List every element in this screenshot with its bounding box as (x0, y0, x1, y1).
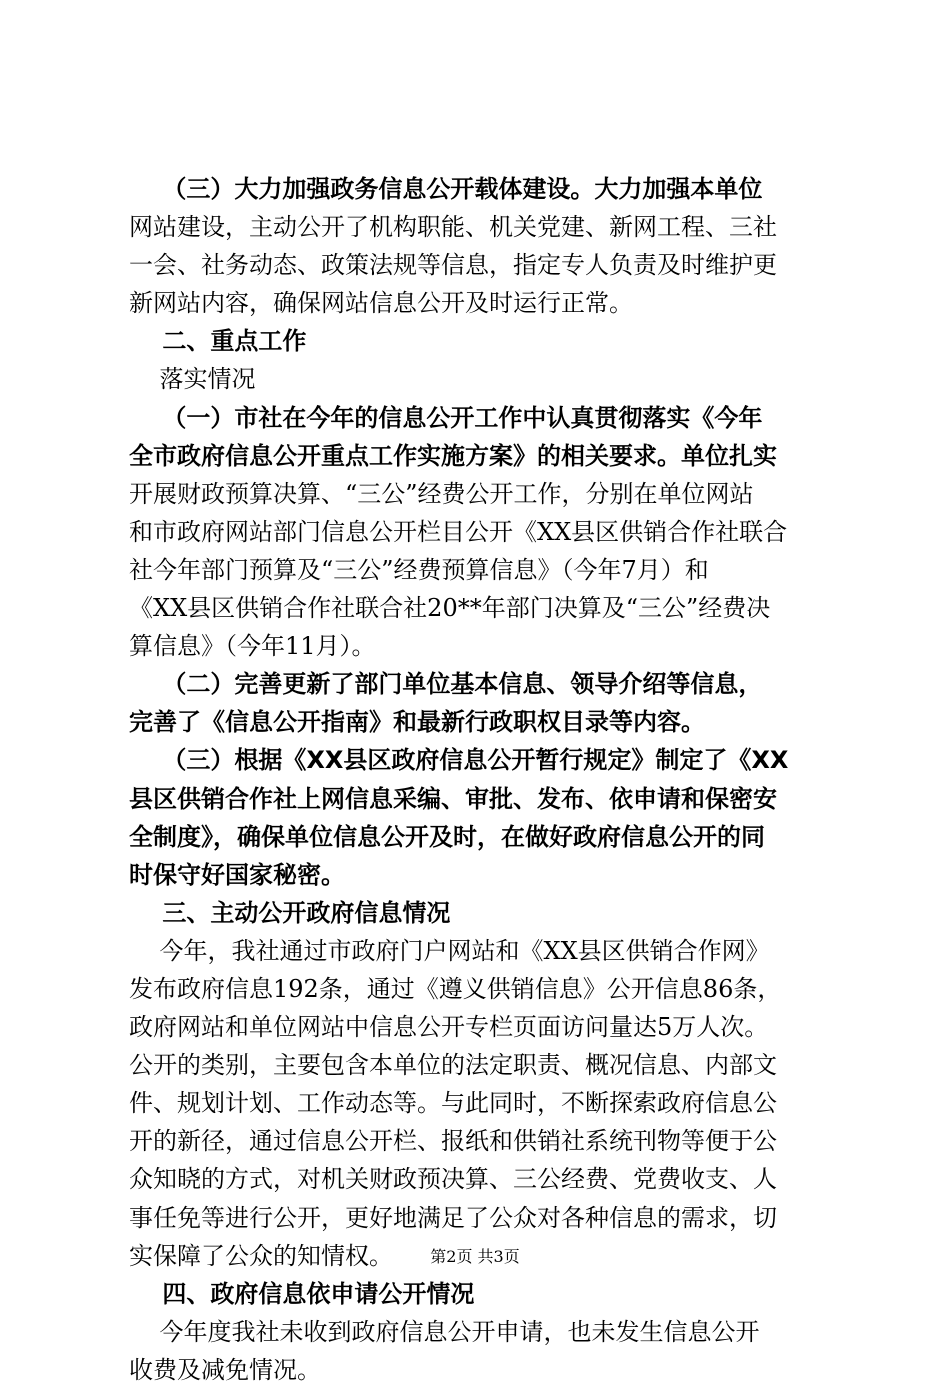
text-line: （一）市社在今年的信息公开工作中认真贯彻落实《今年 (129, 403, 763, 432)
text-line: （三）根据《XX县区政府信息公开暂行规定》制定了《XX (129, 746, 789, 775)
text-line: （三）大力加强政务信息公开载体建设。大力加强本单位 (129, 175, 763, 203)
text-line: 实保障了公众的知情权。 (129, 1241, 393, 1270)
page-footer: 第2页 共3页 (430, 1247, 520, 1266)
text-line: 社今年部门预算及“三公”经费预算信息》（今年7月）和 (129, 555, 709, 584)
text-line: 开的新径，通过信息公开栏、报纸和供销社系统刊物等便于公 (129, 1127, 777, 1156)
text-line: 全市政府信息公开重点工作实施方案》的相关要求。单位扎实 (129, 441, 777, 470)
text-line: 件、规划计划、工作动态等。与此同时，不断探索政府信息公 (129, 1089, 777, 1118)
text-line: 县区供销合作社上网信息采编、审批、发布、依申请和保密安 (129, 784, 777, 813)
text-line: 二、重点工作 (129, 327, 307, 356)
text-line: 算信息》（今年11月）。 (129, 632, 376, 661)
text-line: 今年度我社未收到政府信息公开申请，也未发生信息公开 (129, 1317, 760, 1346)
text-line: 和市政府网站部门信息公开栏目公开《XX县区供销合作社联合 (129, 517, 788, 546)
text-line: 收费及减免情况。 (129, 1355, 321, 1384)
text-line: 今年，我社通过市政府门户网站和《XX县区供销合作网》 (129, 936, 770, 965)
text-line: 事任免等进行公开，更好地满足了公众对各种信息的需求，切 (129, 1203, 777, 1232)
document-body (129, 170, 829, 1389)
text-line: 网站建设，主动公开了机构职能、机关党建、新网工程、三社 (129, 213, 777, 242)
text-line: 一会、社务动态、政策法规等信息，指定专人负责及时维护更 (129, 251, 777, 280)
text-line: 时保守好国家秘密。 (129, 860, 345, 889)
text-line: 落实情况 (129, 365, 256, 394)
text-line: 开展财政预算决算、“三公”经费公开工作，分别在单位网站 (129, 479, 754, 508)
text-line: 三、主动公开政府信息情况 (129, 898, 451, 927)
text-line: 众知晓的方式，对机关财政预决算、三公经费、党费收支、人 (129, 1165, 777, 1194)
text-line: 全制度》，确保单位信息公开及时，在做好政府信息公开的同 (129, 822, 765, 851)
text-line: （二）完善更新了部门单位基本信息、领导介绍等信息， (129, 670, 763, 699)
text-line: 四、政府信息依申请公开情况 (129, 1279, 475, 1308)
text-line: 发布政府信息192条，通过《遵义供销信息》公开信息86条， (129, 974, 782, 1003)
text-line: 《XX县区供销合作社联合社20**年部门决算及“三公”经费决 (129, 594, 771, 623)
text-line: 政府网站和单位网站中信息公开专栏页面访问量达5万人次。 (129, 1013, 769, 1042)
text-line: 新网站内容，确保网站信息公开及时运行正常。 (129, 289, 633, 318)
text-line: 完善了《信息公开指南》和最新行政职权目录等内容。 (129, 708, 705, 737)
text-line: 公开的类别，主要包含本单位的法定职责、概况信息、内部文 (129, 1051, 777, 1080)
